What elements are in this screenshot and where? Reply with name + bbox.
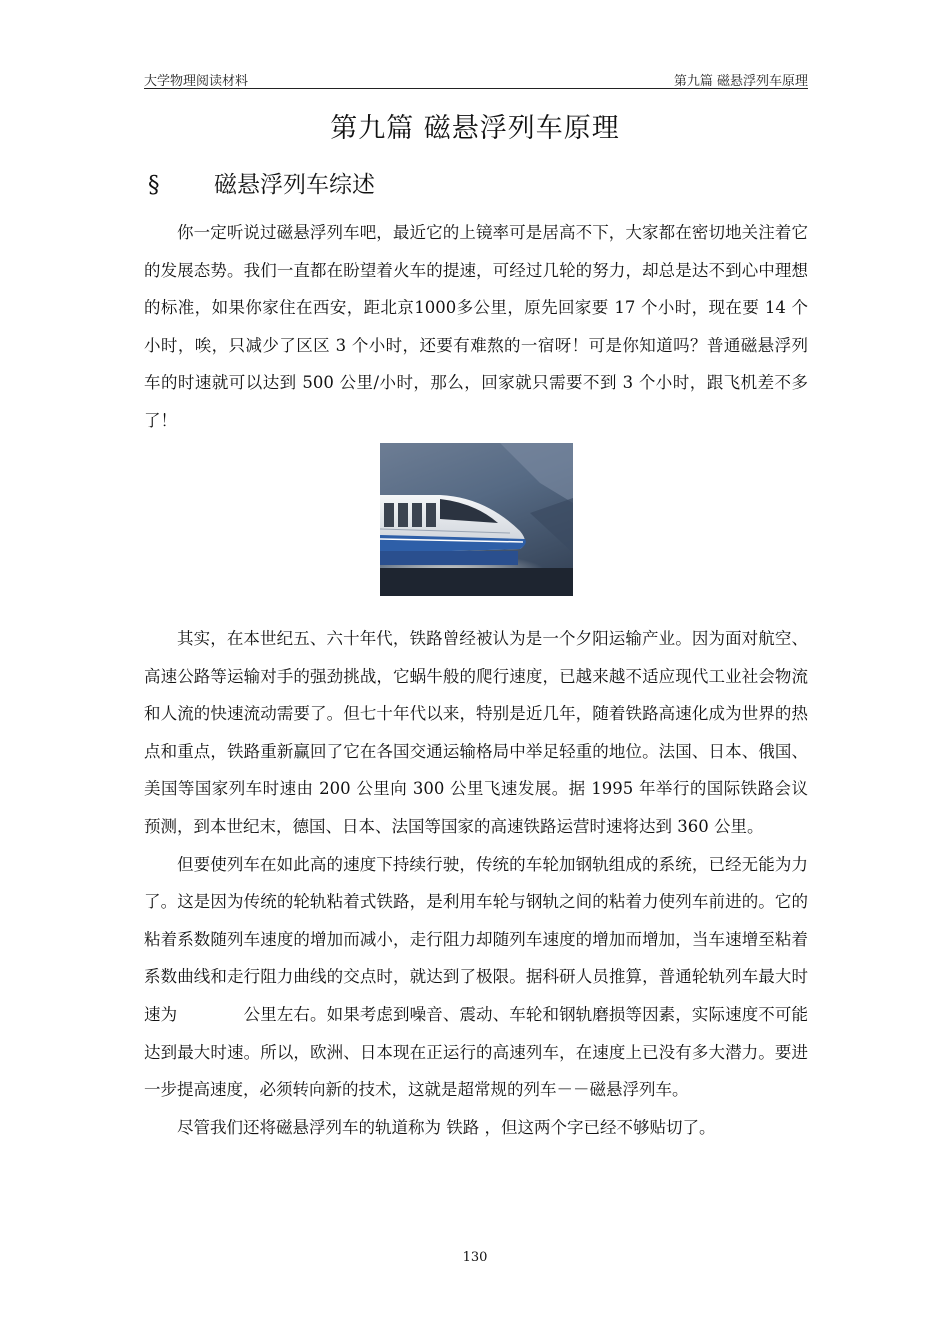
intro-text (144, 214, 808, 440)
section-heading-text: 磁悬浮列车综述 (214, 172, 375, 198)
paragraph: 你一定听说过磁悬浮列车吧，最近它的上镜率可是居高不下，大家都在密切地关注着它的发展态势。我们一直都在盼望着火车的提速，可经过几轮的努力，却总是达不到心中理想的标准，如果你家住在西安，距北京1000多公里，原先回家要 17 个小时，现在要 14 个小时，唉，只减少了区区 3 个小时，还要有难熬的一宿呀！可是你知道吗？普通磁悬浮列车的时速就可以达到 500 公里/小时，那么，回家就只需要不到 3 个小时，跟飞机差不多了！ (144, 223, 808, 430)
paragraph: 但要使列车在如此高的速度下持续行驶，传统的车轮加钢轨组成的系统，已经无能为力了。这是因为传统的轮轨粘着式铁路，是利用车轮与钢轨之间的粘着力使列车前进的。它的粘着系数随列车速度的增加而减小，走行阻力却随列车速度的增加而增加，当车速增至粘着系数曲线和走行阻力曲线的交点时，就达到了极限。据科研人员推算，普通轮轨列车最大时速为 公里左右。如果考虑到噪音、震动、车轮和钢轨磨损等因素，实际速度不可能达到最大时速。所以，欧洲、日本现在正运行的高速列车，在速度上已没有多大潜力。要进一步提高速度，必须转向新的技术，这就是超常规的列车－－磁悬浮列车。 (144, 854, 808, 1100)
main-text (144, 620, 808, 1146)
maglev-train-illustration (380, 443, 573, 596)
page-title: 第九篇 磁悬浮列车原理 (330, 113, 620, 144)
section-heading (148, 166, 375, 199)
paragraph: 其实，在本世纪五、六十年代，铁路曾经被认为是一个夕阳运输产业。因为面对航空、高速公路等运输对手的强劲挑战，它蜗牛般的爬行速度，已越来越不适应现代工业社会物流和人流的快速流动需要了。但七十年代以来，特别是近几年，随着铁路高速化成为世界的热点和重点，铁路重新赢回了它在各国交通运输格局中举足轻重的地位。法国、日本、俄国、美国等国家列车时速由 200 公里向 300 公里飞速发展。据 1995 年举行的国际铁路会议预测，到本世纪末，德国、日本、法国等国家的高速铁路运营时速将达到 360 公里。 (144, 629, 808, 836)
maglev-train-photo (380, 443, 573, 596)
paragraph: 尽管我们还将磁悬浮列车的轨道称为 铁路 ，但这两个字已经不够贴切了。 (177, 1117, 716, 1137)
page-number: 130 (462, 1250, 488, 1265)
header-chapter-title: 第九篇 磁悬浮列车原理 (673, 74, 808, 89)
section-mark: § (148, 172, 160, 198)
header-book-title: 大学物理阅读材料 (144, 74, 249, 89)
running-header (144, 66, 808, 89)
